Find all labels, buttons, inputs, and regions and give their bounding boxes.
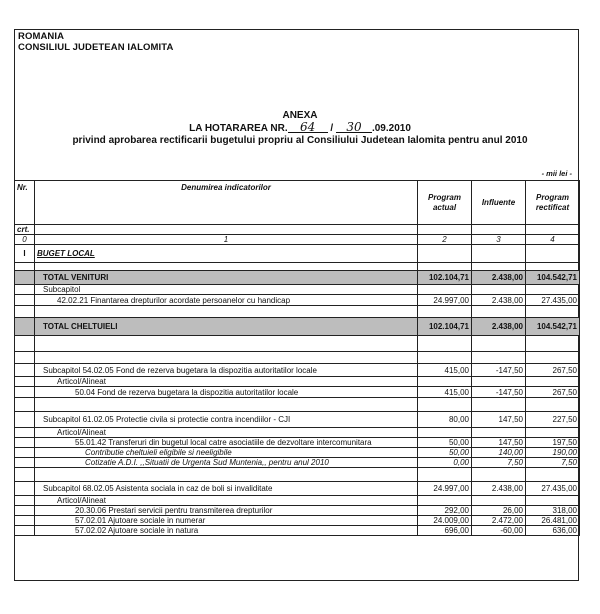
influence-value: 26,00 <box>472 506 526 516</box>
unit-label: - mii lei - <box>541 169 572 178</box>
influence-value: 2.438,00 <box>472 295 526 306</box>
row-label: Cotizatie A.D.I. ,,Situatii de Urgenta Sud Muntenia,, pentru anul 2010 <box>35 458 418 468</box>
program-value: 24.997,00 <box>418 482 472 496</box>
row-label: Articol/Alineat <box>35 377 418 387</box>
rectified-value: 318,00 <box>526 506 580 516</box>
table-row <box>15 516 580 526</box>
rectified-value: 190,00 <box>526 448 580 458</box>
row-label: Subcapitol 61.02.05 Protectie civila si protectie contra incendiilor - CJI <box>35 412 418 428</box>
table-row <box>15 387 580 398</box>
row-label: 42.02.21 Finantarea drepturilor acordate persoanelor cu handicap <box>35 295 418 306</box>
table-header-row <box>15 181 580 225</box>
influence-value: 7,50 <box>472 458 526 468</box>
row-label: Articol/Alineat <box>35 428 418 438</box>
total-revenue-row <box>15 271 580 285</box>
row-label: Subcapitol <box>35 285 418 295</box>
table-row <box>15 295 580 306</box>
budget-table <box>14 180 580 536</box>
article-label-row <box>15 496 580 506</box>
program-value: 102.104,71 <box>418 271 472 285</box>
row-label: 57.02.02 Ajutoare sociale in natura <box>35 526 418 536</box>
influence-value: -147,50 <box>472 364 526 377</box>
program-value: 80,00 <box>418 412 472 428</box>
influence-value: 2.438,00 <box>472 318 526 336</box>
row-label: 50.04 Fond de rezerva bugetara la dispozitia autoritatilor locale <box>35 387 418 398</box>
influence-header: Influente <box>472 181 526 225</box>
rectified-value: 267,50 <box>526 364 580 377</box>
nr-header: Nr. <box>15 181 35 225</box>
decision-number: 64 <box>288 122 328 133</box>
rectified-header: Program rectificat <box>526 181 580 225</box>
total-expenses-row <box>15 318 580 336</box>
program-value: 0,00 <box>418 458 472 468</box>
influence-value: 147,50 <box>472 438 526 448</box>
program-value: 696,00 <box>418 526 472 536</box>
annex-title: ANEXA <box>282 110 318 121</box>
rectified-value: 267,50 <box>526 387 580 398</box>
decision-separator: / <box>330 123 334 134</box>
table-crt-row <box>15 225 580 235</box>
subchapter-row <box>15 412 580 428</box>
row-label: Subcapitol 68.02.05 Asistenta sociala in caz de boli si invaliditate <box>35 482 418 496</box>
section-roman: I <box>15 245 35 263</box>
crt-header: crt. <box>15 225 35 235</box>
table-row <box>15 438 580 448</box>
rectified-value: 26.481,00 <box>526 516 580 526</box>
col-index: 0 <box>15 235 35 245</box>
influence-value: -60,00 <box>472 526 526 536</box>
table-row <box>15 448 580 458</box>
article-label-row <box>15 428 580 438</box>
influence-value: 147,50 <box>472 412 526 428</box>
influence-value: 2.438,00 <box>472 482 526 496</box>
program-header: Program actual <box>418 181 472 225</box>
subchapter-row <box>15 482 580 496</box>
rectified-value: 104.542,71 <box>526 271 580 285</box>
name-header: Denumirea indicatorilor <box>35 181 418 225</box>
section-row <box>15 245 580 263</box>
article-label-row <box>15 377 580 387</box>
program-value: 50,00 <box>418 448 472 458</box>
document-subtitle: privind aprobarea rectificarii bugetului propriu al Consiliului Judetean Ialomita pentru anul 2010 <box>72 135 528 146</box>
decision-line <box>0 122 600 134</box>
program-value: 415,00 <box>418 364 472 377</box>
rectified-value: 197,50 <box>526 438 580 448</box>
decision-prefix: LA HOTARAREA NR. <box>189 123 288 134</box>
section-title: BUGET LOCAL <box>35 245 418 263</box>
program-value: 415,00 <box>418 387 472 398</box>
rectified-value: 636,00 <box>526 526 580 536</box>
rectified-value: 27.435,00 <box>526 295 580 306</box>
column-index-row <box>15 235 580 245</box>
subchapter-row <box>15 364 580 377</box>
program-value: 24.997,00 <box>418 295 472 306</box>
col-index: 1 <box>35 235 418 245</box>
col-index: 4 <box>526 235 580 245</box>
row-label: Contributie cheltuieli eligibile si neeligibile <box>35 448 418 458</box>
row-label: 55.01.42 Transferuri din bugetul local catre asociatiile de dezvoltare intercomunitara <box>35 438 418 448</box>
influence-value: 2.438,00 <box>472 271 526 285</box>
influence-value: 2.472,00 <box>472 516 526 526</box>
table-row <box>15 458 580 468</box>
program-value: 292,00 <box>418 506 472 516</box>
decision-suffix: .09.2010 <box>371 123 411 134</box>
rectified-value: 104.542,71 <box>526 318 580 336</box>
influence-value: -147,50 <box>472 387 526 398</box>
row-label: 20.30.06 Prestari servicii pentru transmiterea drepturilor <box>35 506 418 516</box>
decision-day: 30 <box>336 122 372 133</box>
col-index: 2 <box>418 235 472 245</box>
program-value: 102.104,71 <box>418 318 472 336</box>
council-label: CONSILIUL JUDETEAN IALOMITA <box>18 42 174 53</box>
row-label: Articol/Alineat <box>35 496 418 506</box>
row-label: TOTAL VENITURI <box>35 271 418 285</box>
row-label: Subcapitol 54.02.05 Fond de rezerva bugetara la dispozitia autoritatilor locale <box>35 364 418 377</box>
rectified-value: 227,50 <box>526 412 580 428</box>
program-value: 50,00 <box>418 438 472 448</box>
col-index: 3 <box>472 235 526 245</box>
subchapter-label-row <box>15 285 580 295</box>
influence-value: 140,00 <box>472 448 526 458</box>
program-value: 24.009,00 <box>418 516 472 526</box>
table-row <box>15 526 580 536</box>
country-label: ROMANIA <box>18 31 65 42</box>
rectified-value: 27.435,00 <box>526 482 580 496</box>
row-label: TOTAL CHELTUIELI <box>35 318 418 336</box>
rectified-value: 7,50 <box>526 458 580 468</box>
table-row <box>15 506 580 516</box>
row-label: 57.02.01 Ajutoare sociale in numerar <box>35 516 418 526</box>
